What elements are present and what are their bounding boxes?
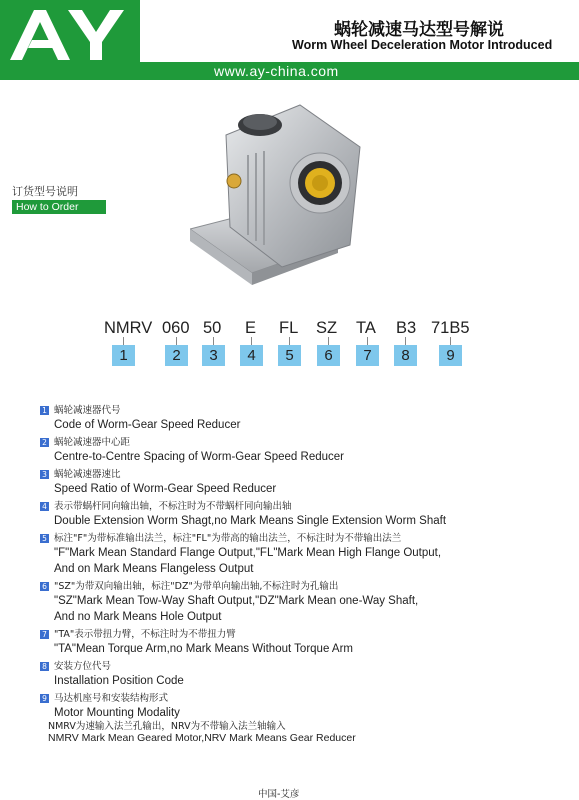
code-number-badge: 6 bbox=[317, 345, 340, 366]
code-part-motor: 71B5 bbox=[431, 319, 470, 337]
note-cn: 安装方位代号 bbox=[54, 661, 112, 672]
connector-line bbox=[123, 337, 124, 345]
number-8-icon: 8 bbox=[40, 662, 49, 671]
code-number-badge: 3 bbox=[202, 345, 225, 366]
connector-line bbox=[450, 337, 451, 345]
note-en: Installation Position Code bbox=[54, 675, 184, 687]
code-number-badge: 1 bbox=[112, 345, 135, 366]
ay-logo-icon bbox=[8, 8, 128, 62]
connector-line bbox=[328, 337, 329, 345]
note-cn: 蜗轮减速器中心距 bbox=[54, 437, 131, 448]
note-en-continued: And on Mark Means Flangeless Output bbox=[54, 563, 254, 575]
note-item bbox=[40, 532, 560, 577]
code-part-fl: FL bbox=[279, 319, 299, 337]
connector-line bbox=[405, 337, 406, 345]
note-cn: 蜗轮减速器速比 bbox=[54, 469, 121, 480]
note-cn: "SZ"为带双向输出轴，标注"DZ"为带单向输出轴,不标注时为孔输出 bbox=[54, 581, 339, 592]
note-item bbox=[40, 404, 560, 433]
code-part-b3: B3 bbox=[396, 319, 417, 337]
connector-line bbox=[367, 337, 368, 345]
note-item bbox=[40, 580, 560, 625]
product-image bbox=[190, 95, 370, 300]
code-part-nmrv: NMRV bbox=[104, 319, 153, 337]
note-item bbox=[40, 692, 560, 721]
number-1-icon: 1 bbox=[40, 406, 49, 415]
page-title-en: Worm Wheel Deceleration Motor Introduced bbox=[292, 38, 553, 52]
code-number-badge: 2 bbox=[165, 345, 188, 366]
connector-line bbox=[289, 337, 290, 345]
code-part-e: E bbox=[245, 319, 257, 337]
note-en: "F"Mark Mean Standard Flange Output,"FL"Mark Mean High Flange Output, bbox=[54, 547, 442, 559]
note-item bbox=[40, 436, 560, 465]
code-number-badge: 9 bbox=[439, 345, 462, 366]
order-label-en: How to Order bbox=[12, 200, 106, 214]
note-en: Double Extension Worm Shagt,no Mark Means Single Extension Worm Shaft bbox=[54, 515, 447, 527]
order-label-cn: 订货型号说明 bbox=[12, 185, 78, 198]
code-number-badge: 4 bbox=[240, 345, 263, 366]
code-number-badge: 8 bbox=[394, 345, 417, 366]
number-9-icon: 9 bbox=[40, 694, 49, 703]
number-6-icon: 6 bbox=[40, 582, 49, 591]
note-en: Code of Worm-Gear Speed Reducer bbox=[54, 419, 241, 431]
number-7-icon: 7 bbox=[40, 630, 49, 639]
footnote-cn: NMRV为速输入法兰孔输出，NRV为不带输入法兰轴输入 bbox=[48, 721, 286, 732]
note-cn: 马达机座号和安装结构形式 bbox=[54, 693, 169, 704]
number-5-icon: 5 bbox=[40, 534, 49, 543]
note-en: Motor Mounting Modality bbox=[54, 707, 180, 719]
connector-line bbox=[251, 337, 252, 345]
code-number-badge: 5 bbox=[278, 345, 301, 366]
note-en: "TA"Mean Torque Arm,no Mark Means Without Torque Arm bbox=[54, 643, 353, 655]
footnote-en: NMRV Mark Mean Geared Motor,NRV Mark Means Gear Reducer bbox=[48, 732, 356, 744]
worm-gear-motor-icon bbox=[190, 95, 370, 295]
website-link[interactable]: www.ay-china.com bbox=[214, 63, 339, 79]
footer-brand: 中国-艾彦 bbox=[258, 789, 300, 800]
number-4-icon: 4 bbox=[40, 502, 49, 511]
note-item bbox=[40, 500, 560, 529]
note-cn: 标注"F"为带标准输出法兰，标注"FL"为带高的输出法兰，不标注时为不带输出法兰 bbox=[54, 533, 402, 544]
code-number-badge: 7 bbox=[356, 345, 379, 366]
note-item bbox=[40, 660, 560, 689]
header bbox=[0, 0, 579, 80]
note-en-continued: And no Mark Means Hole Output bbox=[54, 611, 222, 623]
note-en: "SZ"Mark Mean Tow-Way Shaft Output,"DZ"Mark Mean one-Way Shaft, bbox=[54, 595, 419, 607]
code-part-sz: SZ bbox=[316, 319, 338, 337]
number-3-icon: 3 bbox=[40, 470, 49, 479]
note-cn: "TA"表示带扭力臂，不标注时为不带扭力臂 bbox=[54, 629, 236, 640]
note-cn: 表示带蜗杆同向输出轴，不标注时为不带蜗杆同向输出轴 bbox=[54, 501, 292, 512]
code-part-size: 060 bbox=[162, 319, 190, 337]
page-title-cn: 蜗轮减速马达型号解说 bbox=[334, 20, 504, 40]
how-to-order-label bbox=[12, 183, 102, 214]
connector-line bbox=[213, 337, 214, 345]
connector-line bbox=[176, 337, 177, 345]
number-2-icon: 2 bbox=[40, 438, 49, 447]
note-cn: 蜗轮减速器代号 bbox=[54, 405, 121, 416]
note-en: Centre-to-Centre Spacing of Worm-Gear Speed Reducer bbox=[54, 451, 344, 463]
note-item bbox=[40, 468, 560, 497]
code-part-ratio: 50 bbox=[203, 319, 222, 337]
code-part-ta: TA bbox=[356, 319, 376, 337]
note-en: Speed Ratio of Worm-Gear Speed Reducer bbox=[54, 483, 277, 495]
note-item bbox=[40, 628, 560, 657]
code-explanations bbox=[40, 404, 560, 724]
